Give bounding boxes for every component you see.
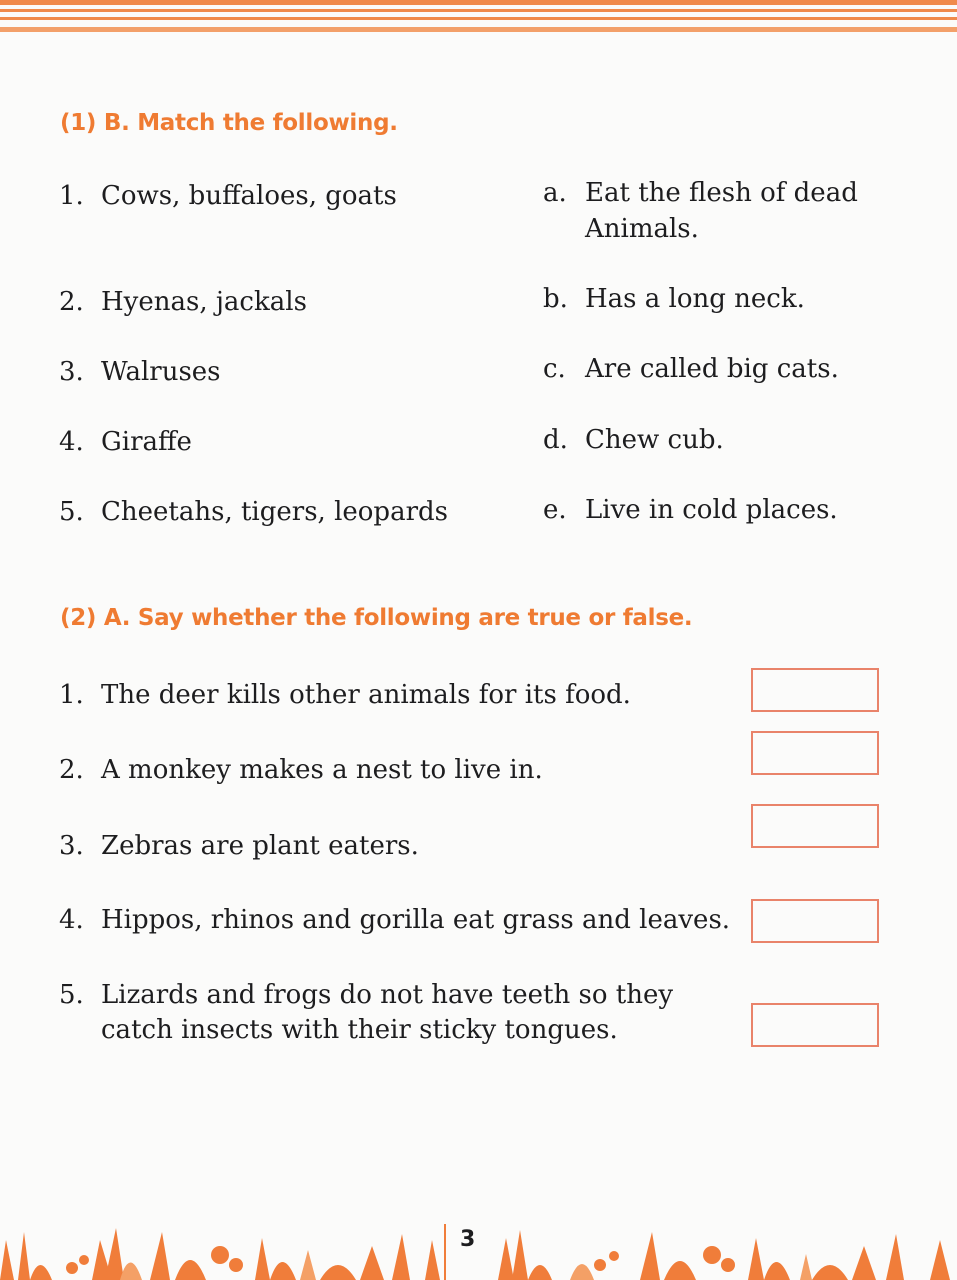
item-letter: d. <box>543 425 568 455</box>
answer-box-3[interactable] <box>751 804 879 848</box>
item-text: Cheetahs, tigers, leopards <box>101 497 448 527</box>
top-border-stripes <box>0 0 957 40</box>
item-number: 5. <box>59 497 84 527</box>
answer-box-1[interactable] <box>751 668 879 712</box>
item-letter: b. <box>543 284 568 314</box>
footer-plant-decoration <box>0 1210 957 1280</box>
item-number: 1. <box>59 680 84 710</box>
section-2-heading: (2) A. Say whether the following are true or false. <box>60 605 693 631</box>
item-text: Giraffe <box>101 427 192 457</box>
item-text: Walruses <box>101 357 221 387</box>
statement-text-line2: catch insects with their sticky tongues. <box>101 1015 618 1045</box>
item-number: 5. <box>59 980 84 1010</box>
item-text: Eat the flesh of dead <box>585 178 858 208</box>
item-letter: c. <box>543 354 566 384</box>
statement-text: Hippos, rhinos and gorilla eat grass and leaves. <box>101 905 731 935</box>
section-1-heading: (1) B. Match the following. <box>60 110 398 136</box>
statement-text: Lizards and frogs do not have teeth so they <box>101 980 674 1010</box>
page-number: 3 <box>460 1227 476 1252</box>
item-number: 4. <box>59 427 84 457</box>
statement-text: Zebras are plant eaters. <box>101 831 419 861</box>
statement-text: The deer kills other animals for its food. <box>101 680 631 710</box>
item-number: 3. <box>59 831 84 861</box>
item-number: 2. <box>59 287 84 317</box>
item-text-line2: Animals. <box>585 214 699 244</box>
item-text: Live in cold places. <box>585 495 838 525</box>
answer-box-5[interactable] <box>751 1003 879 1047</box>
item-letter: a. <box>543 178 567 208</box>
item-text: Are called big cats. <box>585 354 839 384</box>
item-number: 2. <box>59 755 84 785</box>
answer-box-4[interactable] <box>751 899 879 943</box>
answer-box-2[interactable] <box>751 731 879 775</box>
item-number: 4. <box>59 905 84 935</box>
item-number: 3. <box>59 357 84 387</box>
item-number: 1. <box>59 181 84 211</box>
item-text: Hyenas, jackals <box>101 287 307 317</box>
item-text: Has a long neck. <box>585 284 805 314</box>
item-letter: e. <box>543 495 567 525</box>
statement-text: A monkey makes a nest to live in. <box>101 755 543 785</box>
item-text: Chew cub. <box>585 425 724 455</box>
item-text: Cows, buffaloes, goats <box>101 181 397 211</box>
